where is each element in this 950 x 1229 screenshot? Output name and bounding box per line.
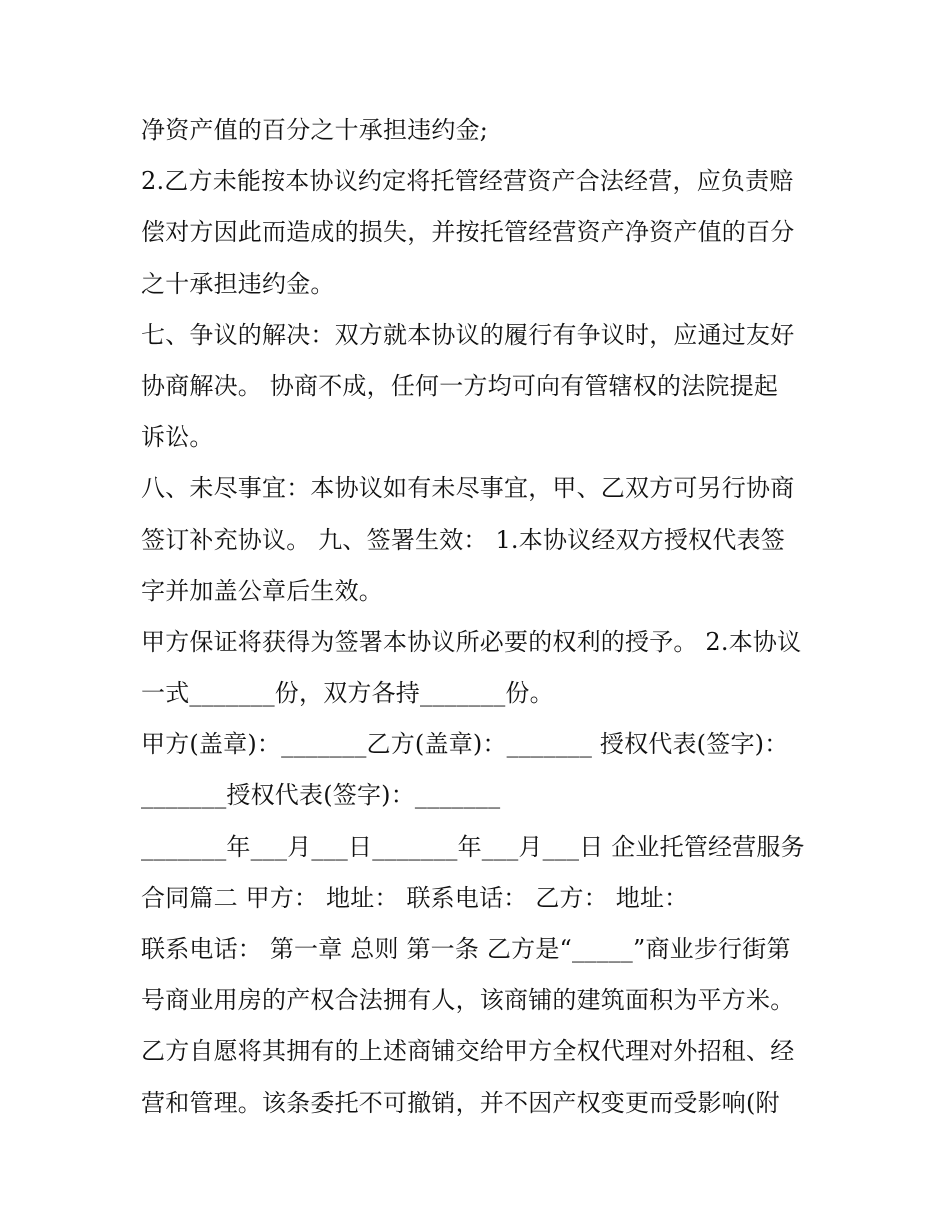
- text-line: _______年___月___日_______年___月___日 企业托管经营服务: [141, 832, 805, 861]
- text-line: 净资产值的百分之十承担违约金;: [141, 116, 489, 144]
- text-line: 联系电话： 第一章 总则 第一条 乙方是“_____”商业步行街第: [141, 935, 791, 963]
- text-line: _______授权代表(签字)：_______: [141, 781, 501, 810]
- text-line: 字并加盖公章后生效。: [141, 576, 383, 605]
- text-line: 甲方保证将获得为签署本协议所必要的权利的授予。 2.本协议: [141, 627, 802, 656]
- text-line: 诉讼。: [141, 423, 214, 452]
- text-line: 之十承担违约金。: [141, 269, 335, 298]
- text-line: 偿对方因此而造成的损失，并按托管经营资产净资产值的百分: [141, 218, 795, 247]
- text-line: 2.乙方未能按本协议约定将托管经营资产合法经营，应负责赔: [141, 167, 794, 196]
- text-line: 号商业用房的产权合法拥有人，该商铺的建筑面积为平方米。: [141, 986, 795, 1015]
- document-body: [141, 105, 831, 1129]
- text-line: 签订补充协议。 九、签署生效： 1.本协议经双方授权代表签: [141, 525, 785, 554]
- text-line: 八、未尽事宜：本协议如有未尽事宜，甲、乙双方可另行协商: [141, 474, 795, 503]
- text-line: 乙方自愿将其拥有的上述商铺交给甲方全权代理对外招租、经: [141, 1037, 795, 1066]
- text-line: 协商解决。 协商不成，任何一方均可向有管辖权的法院提起: [141, 371, 779, 400]
- text-line: 七、争议的解决：双方就本协议的履行有争议时，应通过友好: [141, 320, 795, 349]
- text-line: 甲方(盖章)：_______乙方(盖章)：_______ 授权代表(签字)：: [141, 730, 789, 759]
- text-line: 营和管理。该条委托不可撤销，并不因产权变更而受影响(附: [141, 1088, 780, 1117]
- text-line: 一式_______份，双方各持_______份。: [141, 679, 554, 708]
- text-line: 合同篇二 甲方： 地址： 联系电话： 乙方： 地址：: [141, 883, 689, 912]
